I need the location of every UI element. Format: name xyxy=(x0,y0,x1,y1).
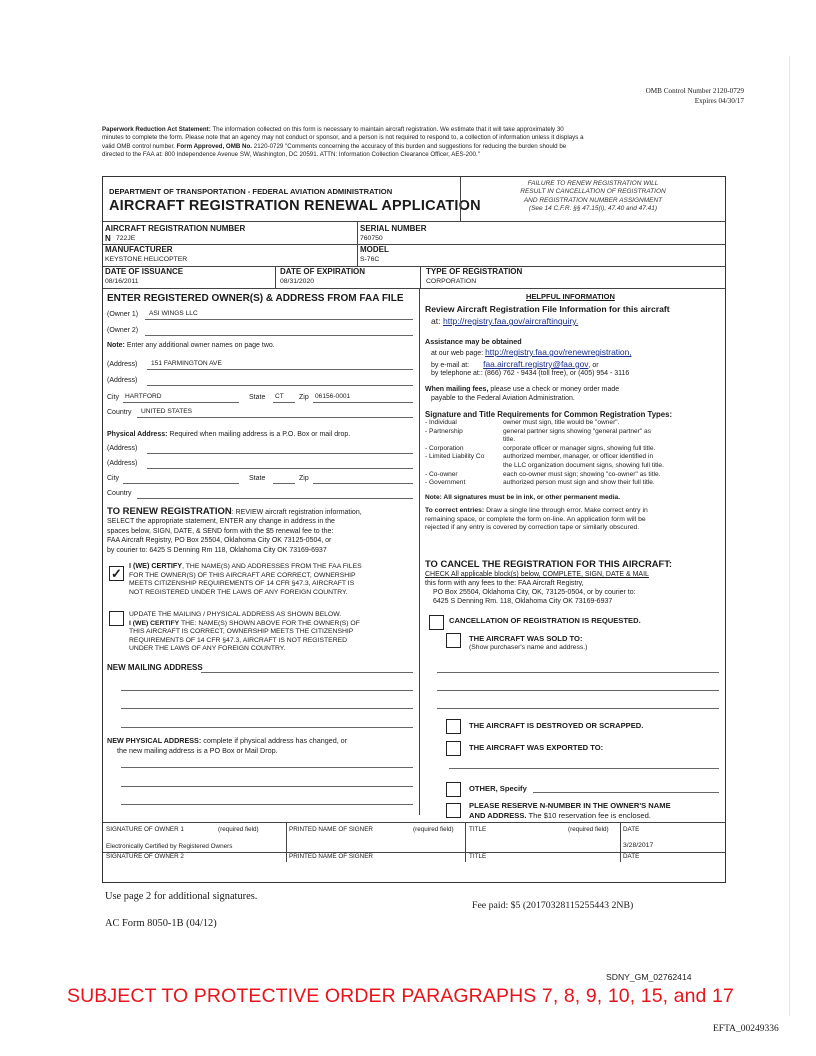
serial-number-value: 760750 xyxy=(360,235,383,242)
date-of-expiration-value: 08/31/2020 xyxy=(280,278,315,285)
other-label: OTHER, Specify xyxy=(469,784,527,793)
renewal-form xyxy=(102,176,726,883)
aircraft-inquiry-link[interactable]: http://registry.faa.gov/aircraftinquiry. xyxy=(442,316,579,326)
exported-checkbox[interactable] xyxy=(446,741,461,756)
assistance-heading: Assistance may be obtained xyxy=(425,337,522,346)
state-label: State xyxy=(249,394,266,401)
certify-line-1: , THE NAME(S) AND ADDRESSES FROM THE FAA FILES xyxy=(182,563,362,570)
sold-label: THE AIRCRAFT WAS SOLD TO: xyxy=(469,634,583,643)
sold-to-field-3[interactable] xyxy=(437,708,719,709)
new-physical-address-field-1[interactable] xyxy=(121,767,413,768)
correct-entries xyxy=(425,507,648,533)
cancel-instructions xyxy=(425,570,649,606)
title-required: (required field) xyxy=(568,826,609,833)
warning-line-1: FAILURE TO RENEW REGISTRATION WILL xyxy=(527,180,659,187)
address-2-label: (Address) xyxy=(107,377,138,384)
phys-state-label: State xyxy=(249,475,266,482)
zip-value[interactable]: 06156-0001 xyxy=(315,393,351,400)
warning-line-3: AND REGISTRATION NUMBER ASSIGNMENT xyxy=(523,196,663,204)
signature-requirement-row xyxy=(425,428,725,437)
new-mailing-address-field-3[interactable] xyxy=(121,708,413,709)
email-tail: , or xyxy=(588,362,599,369)
manufacturer-value: KEYSTONE HELICOPTER xyxy=(105,256,188,263)
signature-requirement-row xyxy=(425,453,725,462)
country-value[interactable]: UNITED STATES xyxy=(141,408,193,415)
renew-line-1: : REVIEW aircraft registration information, xyxy=(231,509,362,516)
electronic-certification: Electronically Certified by Registered Owners xyxy=(106,843,233,850)
signature-date-value[interactable]: 3/28/2017 xyxy=(623,842,654,849)
bates-number: SDNY_GM_02762414 xyxy=(606,972,692,982)
new-physical-line-2: the new mailing address is a PO Box or Mail Drop. xyxy=(117,745,278,755)
destroyed-label: THE AIRCRAFT IS DESTROYED OR SCRAPPED. xyxy=(469,721,644,730)
model-label: MODEL xyxy=(360,245,389,254)
protective-order-stamp: SUBJECT TO PROTECTIVE ORDER PARAGRAPHS 7, 8, 9, 10, 15, and 17 xyxy=(67,985,734,1007)
signature-requirements-title: Signature and Title Requirements for Common Registration Types: xyxy=(425,410,673,419)
exported-label: THE AIRCRAFT WAS EXPORTED TO: xyxy=(469,743,604,752)
cancel-line-4: 6425 S Denning Rm. 118, Oklahoma City OK 73169-6937 xyxy=(433,598,613,605)
owner-2-label: (Owner 2) xyxy=(107,327,139,334)
checkmark-icon: ✓ xyxy=(111,566,122,581)
date-label: DATE xyxy=(623,826,640,833)
other-checkbox[interactable] xyxy=(446,782,461,797)
update-line-3: THIS AIRCRAFT IS CORRECT, OWNERSHIP MEETS THE CITIZENSHIP xyxy=(129,628,354,636)
correct-line-2: remaining space, or complete the form on-line. An application form will be xyxy=(425,515,646,523)
new-mailing-address-field-2[interactable] xyxy=(121,690,413,691)
registration-number-value: 722JE xyxy=(116,235,136,242)
date-of-issuance-label: DATE OF ISSUANCE xyxy=(105,267,184,276)
renew-instructions xyxy=(107,507,362,555)
date-2-label: DATE xyxy=(623,853,640,860)
country-label: Country xyxy=(107,409,132,416)
signature-requirements-list xyxy=(425,419,725,488)
web-label: at our web page: xyxy=(431,350,486,357)
cancel-line-2: this form with any fees to the: FAA Aircraft Registry, xyxy=(425,580,584,587)
printed-name-2-label: PRINTED NAME OF SIGNER xyxy=(289,853,373,860)
update-line-2: THE: NAME(S) SHOWN ABOVE FOR THE OWNER(S) OF xyxy=(179,619,360,627)
fee-paid: Fee paid: $5 (20170328115255443 2NB) xyxy=(472,900,634,911)
email-link[interactable]: faa.aircraft.registry@faa.gov xyxy=(483,359,589,369)
owner-2-field[interactable] xyxy=(145,335,413,336)
additional-signatures-note: Use page 2 for additional signatures. xyxy=(105,891,258,902)
renew-line-2: SELECT the appropriate statement, ENTER any change in address in the xyxy=(107,518,335,526)
address-1-label: (Address) xyxy=(107,361,138,368)
renew-title: TO RENEW REGISTRATION xyxy=(107,506,232,517)
fees-line-1: please use a check or money order made xyxy=(488,386,620,393)
update-address-checkbox[interactable] xyxy=(109,611,124,626)
requirement-type: - Co-owner xyxy=(425,470,458,478)
new-physical-address xyxy=(107,736,347,755)
fees-line-2: payable to the Federal Aviation Administration. xyxy=(431,395,575,403)
correct-line-1: Draw a single line through error. Make correct entry in xyxy=(484,507,648,514)
address-2-field[interactable] xyxy=(147,385,413,386)
update-line-1: UPDATE THE MAILING / PHYSICAL ADDRESS AS SHOWN BELOW. xyxy=(129,611,342,618)
signature-requirement-row xyxy=(425,436,725,445)
omb-control xyxy=(646,86,744,106)
sold-sublabel: (Show purchaser's name and address.) xyxy=(469,644,588,651)
owner-1-value[interactable]: ASI WINGS LLC xyxy=(149,310,198,317)
renew-line-3: spaces below, SIGN, DATE, & SEND form with the $5 renewal fee to the: xyxy=(107,527,334,535)
omb-control-number: OMB Control Number 2120-0729 xyxy=(645,87,744,95)
signature-owner-1-label: SIGNATURE OF OWNER 1 xyxy=(106,826,184,833)
model-value: S-76C xyxy=(360,256,380,263)
requirement-text: authorized person must sign and show their full title. xyxy=(503,479,655,487)
correct-bold: To correct entries: xyxy=(425,507,485,514)
paperwork-form-approved: Form Approved, OMB No. xyxy=(176,142,253,150)
renew-line-4: FAA Aircraft Registry, PO Box 25504, Oklahoma City OK 73125-0504, or xyxy=(107,537,332,545)
title-2-label: TITLE xyxy=(469,853,487,860)
requirement-text: corporate officer or manager signs, showing full title. xyxy=(503,444,656,452)
requirement-text: title. xyxy=(503,436,516,444)
note-label: Note: xyxy=(107,342,125,349)
printed-name-required: (required field) xyxy=(413,826,454,833)
form-number: AC Form 8050-1B (04/12) xyxy=(105,918,217,929)
printed-name-label: PRINTED NAME OF SIGNER xyxy=(289,826,373,833)
requirement-type: - Corporation xyxy=(425,444,464,452)
renew-line-5: by courier to: 6425 S Denning Rm 118, Oklahoma City OK 73169-6937 xyxy=(107,546,327,554)
new-physical-bold: NEW PHYSICAL ADDRESS: xyxy=(107,736,202,745)
signature-requirement-row xyxy=(425,471,725,480)
address-1-value[interactable]: 151 FARMINGTON AVE xyxy=(151,360,222,367)
phys-country-label: Country xyxy=(107,490,132,497)
new-physical-line-1: complete if physical address has changed, or xyxy=(201,736,348,745)
cancellation-checkbox[interactable] xyxy=(429,615,444,630)
department-heading: DEPARTMENT OF TRANSPORTATION - FEDERAL AVIATION ADMINISTRATION xyxy=(109,187,393,196)
reserve-line-2: The $10 reservation fee is enclosed. xyxy=(526,810,651,820)
physical-address-label: Physical Address: xyxy=(107,431,168,438)
requirement-text: owner must sign, title would be "owner". xyxy=(503,419,620,426)
omb-expiration: Expires 04/30/17 xyxy=(694,97,744,105)
phys-address-1-label: (Address) xyxy=(107,445,138,452)
correct-line-3: rejected if any entry is covered by correction tape or similarly obscured. xyxy=(425,524,640,532)
renew-registration-link[interactable]: http://registry.faa.gov/renewregistration, xyxy=(485,347,632,357)
registration-number-label: AIRCRAFT REGISTRATION NUMBER xyxy=(105,224,246,233)
requirement-text: the LLC organization document signs, showing full title. xyxy=(503,461,664,469)
destroyed-checkbox[interactable] xyxy=(446,719,461,734)
reserve-bold: AND ADDRESS. xyxy=(469,810,527,820)
physical-address-text: Required when mailing address is a P.O. Box or mail drop. xyxy=(167,431,351,438)
phys-zip-label: Zip xyxy=(299,475,309,482)
efta-number: EFTA_00249336 xyxy=(713,1024,779,1034)
scan-edge-line xyxy=(789,56,790,1016)
note-text: Enter any additional owner names on page two. xyxy=(124,342,275,349)
certify-line-3: MEETS CITIZENSHIP REQUIREMENTS OF 14 CFR §47.3, AIRCRAFT IS xyxy=(129,580,355,588)
owner-1-label: (Owner 1) xyxy=(107,311,139,318)
new-physical-address-field-2[interactable] xyxy=(121,786,413,787)
review-at: at: xyxy=(431,316,443,326)
paperwork-line-2: minutes to complete the form. Please note that an agency may not conduct or sponsor, and a person is not required to respond to, a collection of information unless it displays a xyxy=(102,134,584,142)
form-title: AIRCRAFT REGISTRATION RENEWAL APPLICATION xyxy=(109,198,481,214)
paperwork-title: Paperwork Reduction Act Statement: xyxy=(102,126,211,133)
requirement-text: authorized member, manager, or officer identified in xyxy=(503,453,654,461)
warning-line-2: RESULT IN CANCELLATION OF REGISTRATION xyxy=(520,188,666,196)
certify-statement xyxy=(129,562,362,597)
requirement-type: - Individual xyxy=(425,419,457,426)
new-mailing-address-field-4[interactable] xyxy=(121,727,413,728)
phys-country-field[interactable] xyxy=(137,498,413,499)
paperwork-line-3c: 2120-0729 "Comments concerning the accuracy of this burden and suggestions for reducing the burden should be xyxy=(252,142,567,150)
type-of-registration-value: CORPORATION xyxy=(426,278,477,285)
fees-bold: When mailing fees, xyxy=(425,386,489,393)
review-line-1: Review Aircraft Registration File Information for this aircraft xyxy=(425,304,670,314)
cancel-line-1: CHECK All applicable block(s) below, COMPLETE, SIGN, DATE & MAIL xyxy=(425,571,649,578)
signature-note: Note: All signatures must be in ink, or other permanent media. xyxy=(425,494,621,501)
phys-city-field[interactable] xyxy=(123,483,239,484)
signature-requirement-row xyxy=(425,419,725,428)
sold-to-field-2[interactable] xyxy=(437,690,719,691)
new-mailing-address-field-1[interactable] xyxy=(201,672,413,673)
renewal-warning xyxy=(463,180,723,214)
signature-requirement-row xyxy=(425,462,725,471)
paperwork-line-3a: valid OMB control number. xyxy=(102,142,177,150)
requirement-type: - Partnership xyxy=(425,427,463,435)
phys-city-label: City xyxy=(107,475,120,482)
serial-number-label: SERIAL NUMBER xyxy=(360,224,427,233)
update-line-4: REQUIREMENTS OF 14 CFR §47.3, AIRCRAFT IS NOT REGISTERED xyxy=(129,636,348,644)
other-specify-field[interactable] xyxy=(533,792,719,793)
cancel-line-3: PO Box 25504, Oklahoma City, OK, 73125-0504, or by courier to: xyxy=(433,589,636,596)
reserve-checkbox[interactable] xyxy=(446,803,461,818)
signature-owner-1-required: (required field) xyxy=(218,826,259,833)
sold-to-field-1[interactable] xyxy=(437,672,719,673)
new-mailing-address-label: NEW MAILING ADDRESS xyxy=(107,663,203,672)
phys-state-field[interactable] xyxy=(273,483,295,484)
phone-line: by telephone at:: (866) 762 - 9434 (toll free), or (405) 954 - 3116 xyxy=(431,370,630,377)
paperwork-line-1: The information collected on this form is necessary to maintain aircraft registration. We estimate that it will take approximately 30 xyxy=(210,126,564,133)
requirement-type: - Limited Liability Co xyxy=(425,453,485,461)
city-label: City xyxy=(107,394,120,401)
phys-address-2-label: (Address) xyxy=(107,460,138,467)
phys-address-1-field[interactable] xyxy=(147,453,413,454)
exported-to-field[interactable] xyxy=(449,768,719,769)
new-physical-address-field-3[interactable] xyxy=(121,804,413,805)
cancel-title: TO CANCEL THE REGISTRATION FOR THIS AIRCRAFT: xyxy=(425,558,673,569)
certify-line-4: NOT REGISTERED UNDER THE LAWS OF ANY FOREIGN COUNTRY. xyxy=(129,588,348,596)
email-label: by e-mail at: xyxy=(431,362,470,369)
n-prefix: N xyxy=(105,234,111,243)
manufacturer-label: MANUFACTURER xyxy=(105,245,173,254)
type-of-registration-label: TYPE OF REGISTRATION xyxy=(426,267,523,276)
warning-line-4: (See 14 C.F.R. §§ 47.15(i), 47.40 and 47.41) xyxy=(528,205,658,213)
requirement-text: general partner signs showing "general partner" as xyxy=(503,427,651,435)
paperwork-statement xyxy=(102,126,724,159)
requirement-text: each co-owner must sign; showing "co-owner" as title. xyxy=(503,470,661,478)
requirement-type: - Government xyxy=(425,479,466,487)
date-of-expiration-label: DATE OF EXPIRATION xyxy=(280,267,366,276)
mailing-fees xyxy=(425,385,619,404)
reserve-line-1: PLEASE RESERVE N-NUMBER IN THE OWNER'S NAME xyxy=(469,801,671,810)
signature-requirement-row xyxy=(425,479,725,488)
city-value[interactable]: HARTFORD xyxy=(125,393,162,400)
signature-requirement-row xyxy=(425,445,725,454)
paperwork-line-4: directed to the FAA at: 800 Independence Avenue SW, Washington, DC 20591. ATTN: Information Collection Clearance Officer, AES-200." xyxy=(102,150,480,158)
sold-checkbox[interactable] xyxy=(446,633,461,648)
phys-zip-field[interactable] xyxy=(313,483,413,484)
signature-owner-2-label: SIGNATURE OF OWNER 2 xyxy=(106,853,184,860)
cancellation-label: CANCELLATION OF REGISTRATION IS REQUESTED. xyxy=(449,616,641,625)
certify-line-2: FOR THE OWNER(S) OF THIS AIRCRAFT ARE CORRECT, OWNERSHIP xyxy=(129,571,356,579)
state-value[interactable]: CT xyxy=(275,393,284,400)
update-statement xyxy=(129,611,360,654)
update-certify-bold: I (WE) CERTIFY xyxy=(129,619,180,627)
certify-bold: I (WE) CERTIFY xyxy=(129,561,183,570)
owner-section-heading: ENTER REGISTERED OWNER(S) & ADDRESS FROM FAA FILE xyxy=(107,293,404,304)
update-line-5: UNDER THE LAWS OF ANY FOREIGN COUNTRY. xyxy=(129,645,286,653)
date-of-issuance-value: 08/16/2011 xyxy=(105,278,139,285)
reserve-statement xyxy=(469,801,671,820)
zip-label: Zip xyxy=(299,394,309,401)
phys-address-2-field[interactable] xyxy=(147,468,413,469)
helpful-information-heading: HELPFUL INFORMATION xyxy=(526,292,615,301)
title-label: TITLE xyxy=(469,826,487,833)
